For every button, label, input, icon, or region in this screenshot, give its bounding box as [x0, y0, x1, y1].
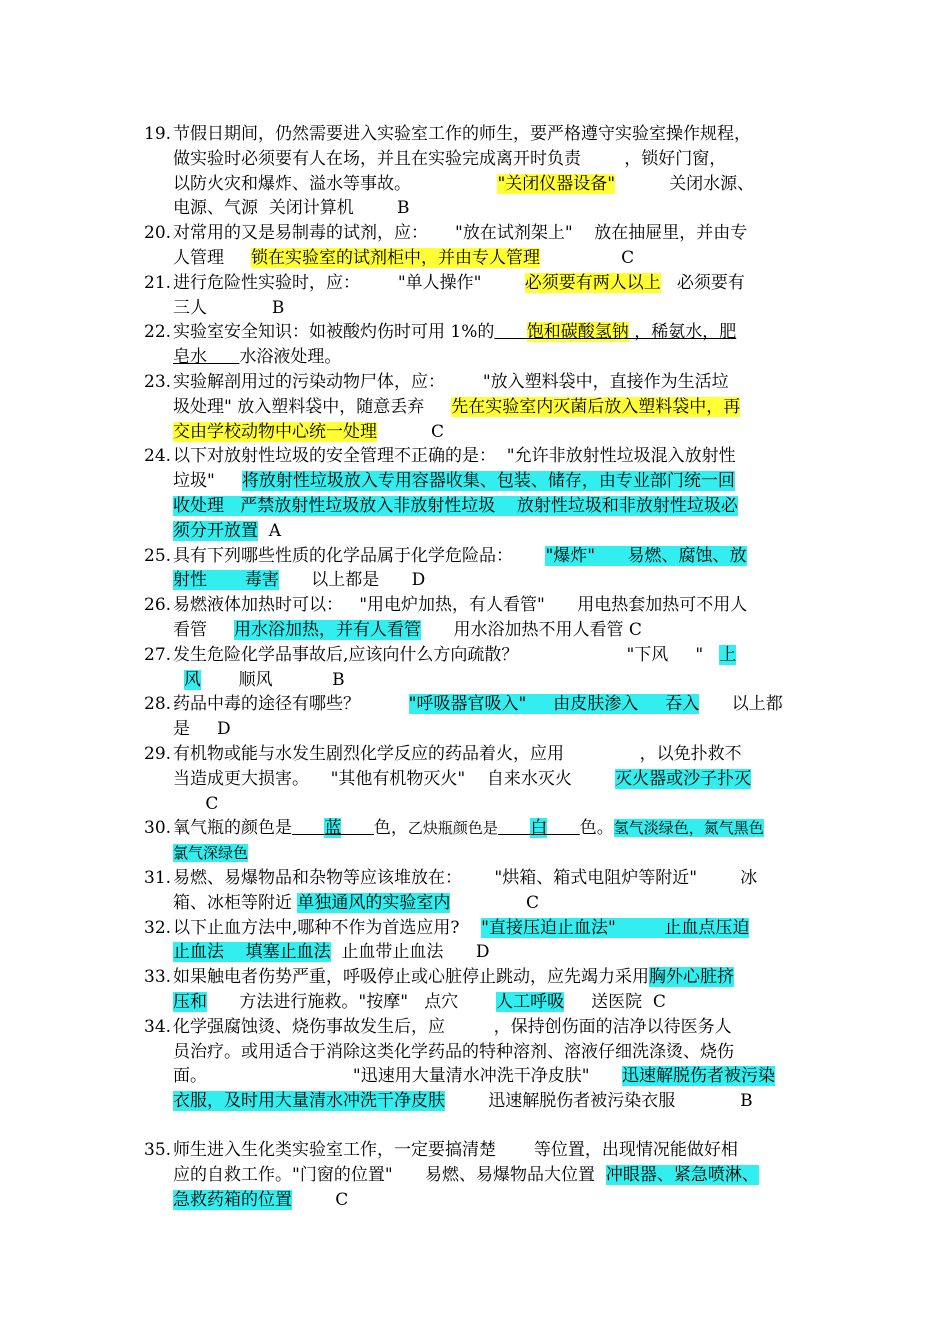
question-text-line	[173, 965, 734, 989]
question-text-line	[173, 1064, 775, 1088]
question-text-line	[173, 345, 341, 369]
highlighted-answer: "直接压迫止血法" 止血点压迫	[481, 917, 750, 938]
question-text-line	[173, 519, 281, 543]
text-segment: 看管	[173, 620, 235, 640]
text-segment: 乙炔瓶颜色是	[407, 819, 498, 838]
question-text-line	[173, 618, 642, 642]
text-segment	[494, 322, 526, 342]
question-text-line	[173, 544, 747, 568]
text-segment: 止血带止血法 D	[330, 942, 490, 963]
question-text-line	[173, 122, 751, 146]
text-segment	[498, 818, 580, 838]
question-text-line	[173, 494, 738, 518]
question-text-line	[173, 891, 539, 915]
question-number: 23.	[144, 372, 172, 392]
question-text-line	[173, 395, 740, 419]
question-text-line	[173, 444, 736, 468]
text-segment: ，稀氨水，肥	[628, 322, 737, 343]
text-segment: 对常用的又是易制毒的试剂，应： "放在试剂架上" 放在抽屉里，并由专	[173, 223, 748, 244]
question-number: 32.	[144, 917, 172, 938]
text-segment: 进行危险性实验时，应： "单人操作"	[173, 272, 525, 293]
question-number: 35.	[144, 1140, 172, 1160]
highlighted-answer: 单独通风的实验室内	[297, 892, 451, 913]
text-segment: 化学强腐蚀烫、烧伤事故发生后，应 ，保持创伤面的洁净以待医务人	[173, 1016, 732, 1037]
highlighted-answer: 衣服，及时用大量清水冲洗干净皮肤	[173, 1091, 445, 1112]
highlighted-answer: 必须要有两人以上	[524, 272, 661, 293]
text-segment: 方法进行施救。"按摩" 点穴	[207, 992, 497, 1012]
question-number: 27.	[144, 644, 172, 665]
highlighted-answer: "呼吸器官吸入" 由皮肤渗入 吞入	[408, 694, 700, 715]
question-text-line	[173, 692, 783, 716]
question-number: 19.	[144, 124, 172, 144]
text-segment: 药品中毒的途径有哪些？	[173, 694, 409, 715]
highlighted-answer: 止血法 填塞止血法	[173, 942, 331, 963]
text-segment: 三人 B	[173, 297, 285, 318]
highlighted-answer: 急救药箱的位置	[173, 1189, 292, 1210]
text-segment: 易燃、易爆物品和杂物等应该堆放在： "烘箱、箱式电阻炉等附近" 冰	[173, 868, 758, 888]
text-segment: 如果触电者伤势严重，呼吸停止或心脏停止跳动，应先竭力采用	[173, 967, 649, 988]
question-number: 30.	[144, 818, 172, 839]
question-text-line	[173, 147, 726, 171]
text-segment: 是 D	[173, 719, 231, 740]
question-number: 29.	[144, 744, 172, 764]
question-text-line	[173, 990, 666, 1014]
question-text-line	[173, 469, 735, 493]
question-text-line	[173, 1089, 753, 1113]
highlighted-answer: 将放射性垃圾放入专用容器收集、包装、储存，由专业部门统一回	[241, 471, 735, 492]
question-text-line	[173, 916, 749, 940]
text-segment: A	[258, 520, 282, 541]
question-text-line	[173, 370, 729, 394]
text-segment	[173, 670, 184, 690]
highlighted-answer: 射性 毒害	[173, 570, 279, 591]
highlighted-answer: "爆炸" 易燃、腐蚀、放	[545, 545, 747, 566]
question-text-line	[173, 172, 754, 196]
text-segment: 面。 "迅速用大量清水冲洗干净皮肤"	[173, 1066, 622, 1087]
text-segment: C	[540, 248, 635, 268]
highlighted-answer: 氯气深绿色	[173, 844, 249, 863]
question-text-line	[173, 841, 248, 865]
question-text-line	[173, 643, 736, 667]
question-number: 21.	[144, 272, 172, 293]
question-number: 24.	[144, 446, 172, 467]
text-segment: 做实验时必须要有人在场，并且在实验完成离开时负责 ，锁好门窗，	[173, 148, 727, 169]
question-number: 22.	[144, 322, 172, 343]
text-segment: 电源、气源 关闭计算机 B	[173, 198, 410, 219]
question-text-line	[173, 792, 218, 816]
highlighted-answer: 胸外心脏挤	[649, 967, 734, 988]
text-segment: 实验解剖用过的污染动物尸体，应： "放入塑料袋中，直接作为生活垃	[173, 372, 729, 392]
text-segment: C	[173, 793, 219, 814]
text-segment: 应的自救工作。"门窗的位置" 易燃、易爆物品大位置	[173, 1164, 606, 1185]
highlighted-answer: 灭火器或沙子扑灭	[615, 768, 752, 789]
highlighted-answer: 人工呼吸	[496, 992, 565, 1012]
text-segment: 实验室安全知识：如被酸灼伤时可用 1%的	[173, 322, 495, 343]
text-segment: 以下对放射性垃圾的安全管理不正确的是： "允许非放射性垃圾混入放射性	[173, 446, 736, 467]
text-segment: 垃圾"	[173, 471, 242, 492]
text-segment	[292, 818, 374, 838]
question-number: 31.	[144, 868, 172, 888]
question-text-line	[173, 717, 231, 741]
question-text-line	[173, 296, 284, 320]
highlighted-answer: 上	[719, 644, 737, 665]
highlighted-answer: 氢气淡绿色，氮气黑色	[613, 819, 764, 838]
question-text-line	[173, 668, 345, 692]
question-text-line	[173, 593, 747, 617]
question-text-line	[173, 1015, 732, 1039]
question-text-line	[173, 1138, 738, 1162]
question-text-line	[173, 767, 751, 791]
highlighted-answer: "关闭仪器设备"	[497, 173, 616, 194]
highlighted-answer: 锁在实验室的试剂柜中，并由专人管理	[251, 248, 541, 268]
text-segment: 箱、冰柜等附近	[173, 892, 298, 913]
question-text-line	[173, 940, 490, 964]
question-text-line	[173, 196, 410, 220]
text-segment: 送医院 C	[564, 992, 666, 1012]
text-segment: 水浴液处理。	[239, 347, 342, 368]
text-segment: 具有下列哪些性质的化学品属于化学危险品：	[173, 545, 546, 566]
question-number: 33.	[144, 967, 172, 988]
text-segment: 节假日期间，仍然需要进入实验室工作的师生，要严格遵守实验室操作规程，	[173, 124, 751, 144]
text-segment: 色，	[373, 818, 408, 839]
highlighted-answer: 蓝	[324, 818, 342, 839]
text-segment: 师生进入生化类实验室工作，一定要搞清楚 等位置，出现情况能做好相	[173, 1140, 738, 1160]
text-segment: 以上都是 D	[278, 570, 426, 591]
text-segment: 以防火灾和爆炸、溢水等事故。	[173, 173, 498, 194]
highlighted-answer: 先在实验室内灭菌后放入塑料袋中，再	[451, 396, 741, 417]
text-segment: 圾处理" 放入塑料袋中，随意丢弃	[173, 396, 452, 417]
question-number: 26.	[144, 595, 172, 616]
question-text-line	[173, 568, 425, 592]
highlighted-answer: 冲眼器、紧急喷淋、	[605, 1164, 759, 1185]
highlighted-answer: 须分开放置	[173, 520, 258, 541]
text-segment: 迅速解脱伤者被污染衣服 B	[445, 1091, 753, 1112]
text-segment: 人管理	[173, 248, 252, 268]
question-text-line	[173, 816, 764, 840]
text-segment: 员治疗。或用适合于消除这类化学药品的特种溶剂、溶液仔细洗涤烫、烧伤	[173, 1041, 734, 1062]
highlighted-answer: 饱和碳酸氢钠	[526, 322, 629, 343]
question-text-line	[173, 221, 747, 245]
text-segment: 有机物或能与水发生剧烈化学反应的药品着火，应用 ，以免扑救不	[173, 744, 742, 764]
highlighted-answer: 交由学校动物中心统一处理	[173, 421, 377, 442]
text-segment: 易燃液体加热时可以： "用电炉加热，有人看管" 用电热套加热可不用人	[173, 595, 748, 616]
text-segment: 皂水	[173, 347, 207, 368]
question-number: 25.	[144, 545, 172, 566]
question-text-line	[173, 1163, 759, 1187]
text-segment: C	[450, 892, 540, 913]
text-segment: 顺风 B	[200, 669, 345, 690]
text-segment: 必须要有	[660, 272, 745, 293]
question-number: 28.	[144, 694, 172, 715]
text-segment: 当造成更大损害。 "其他有机物灭火" 自来水灭火	[173, 768, 616, 789]
question-text-line	[173, 866, 757, 890]
highlighted-answer: 迅速解脱伤者被污染	[621, 1066, 775, 1087]
highlighted-answer: 风	[183, 669, 201, 690]
text-segment: 色。	[579, 818, 614, 839]
text-segment: C	[377, 421, 445, 442]
highlighted-answer: 收处理 严禁放射性垃圾放入非放射性垃圾 放射性垃圾和非放射性垃圾必	[173, 496, 738, 516]
text-segment: 发生危险化学品事故后,应该向什么方向疏散？ "下风 "	[173, 644, 720, 665]
text-segment: 以上都	[699, 694, 783, 715]
question-number: 34.	[144, 1016, 172, 1037]
text-segment: 用水浴加热不用人看管 C	[421, 620, 642, 640]
question-text-line	[173, 742, 742, 766]
text-segment: 以下止血方法中,哪种不作为首选应用?	[173, 917, 482, 938]
highlighted-answer: 压和	[173, 992, 207, 1012]
question-text-line	[173, 420, 444, 444]
text-segment	[207, 347, 239, 367]
highlighted-answer: 白	[530, 818, 548, 839]
question-text-line	[173, 271, 745, 295]
question-text-line	[173, 246, 634, 270]
text-segment: C	[292, 1189, 349, 1210]
question-text-line	[173, 1040, 734, 1064]
text-segment: 氧气瓶的颜色是	[173, 818, 292, 839]
text-segment: 关闭水源、	[615, 173, 755, 194]
highlighted-answer: 用水浴加热，并有人看管	[234, 620, 422, 640]
question-text-line	[173, 1188, 348, 1212]
question-number: 20.	[144, 223, 172, 244]
question-text-line	[173, 320, 736, 344]
